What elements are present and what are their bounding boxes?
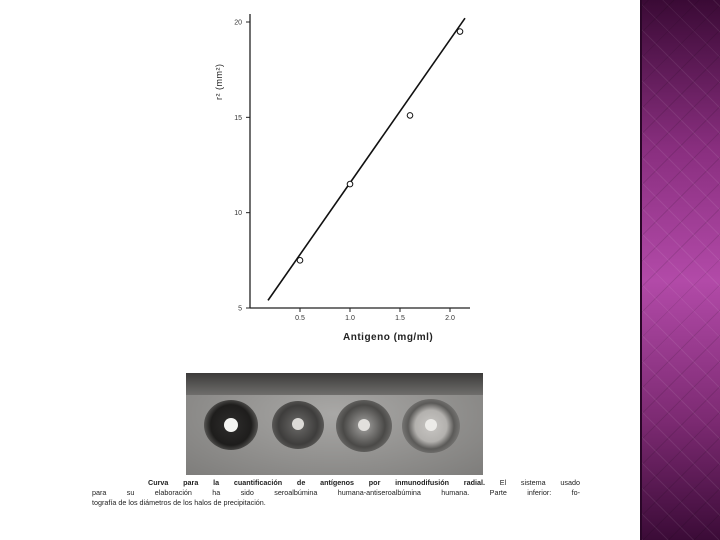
halo-1 [204,400,258,450]
decorative-sidebar [642,0,720,540]
y-tick-label: 5 [238,305,242,313]
x-tick-label: 0.5 [295,315,305,322]
fit-line [268,18,465,300]
precipitation-halos-photo [186,373,483,475]
x-axis-title: Antigeno (mg/ml) [343,332,434,343]
y-axis-title: r² (mm²) [214,63,224,100]
y-tick-label: 15 [234,114,242,122]
halo-3 [336,400,392,452]
halo-4 [402,399,460,453]
figure-caption [92,478,580,508]
x-tick-label: 2.0 [445,315,455,322]
caption-line-3: tografía de los diámetros de los halos de precipitación. [92,498,266,507]
halo-2 [272,401,324,449]
data-point [347,181,353,187]
data-point [457,29,463,35]
x-tick-label: 1.5 [395,315,405,322]
chart-ticks [234,20,455,323]
caption-line-1: Curva para la cuantificación de antígenos por inmunodifusión radial. El sistema usado [148,478,580,487]
data-points [297,29,463,263]
data-point [407,113,413,119]
caption-line-2: para su elaboración ha sido seroalbúmina humana-antiseroalbúmina humana. Parte inferior: fo- [92,488,580,497]
fit-line-group [268,18,465,300]
x-tick-label: 1.0 [345,315,355,322]
photo-dark-band [186,373,483,395]
y-tick-label: 20 [234,19,242,27]
y-tick-label: 10 [234,210,242,218]
sidebar-edge [640,0,642,540]
data-point [297,258,303,264]
